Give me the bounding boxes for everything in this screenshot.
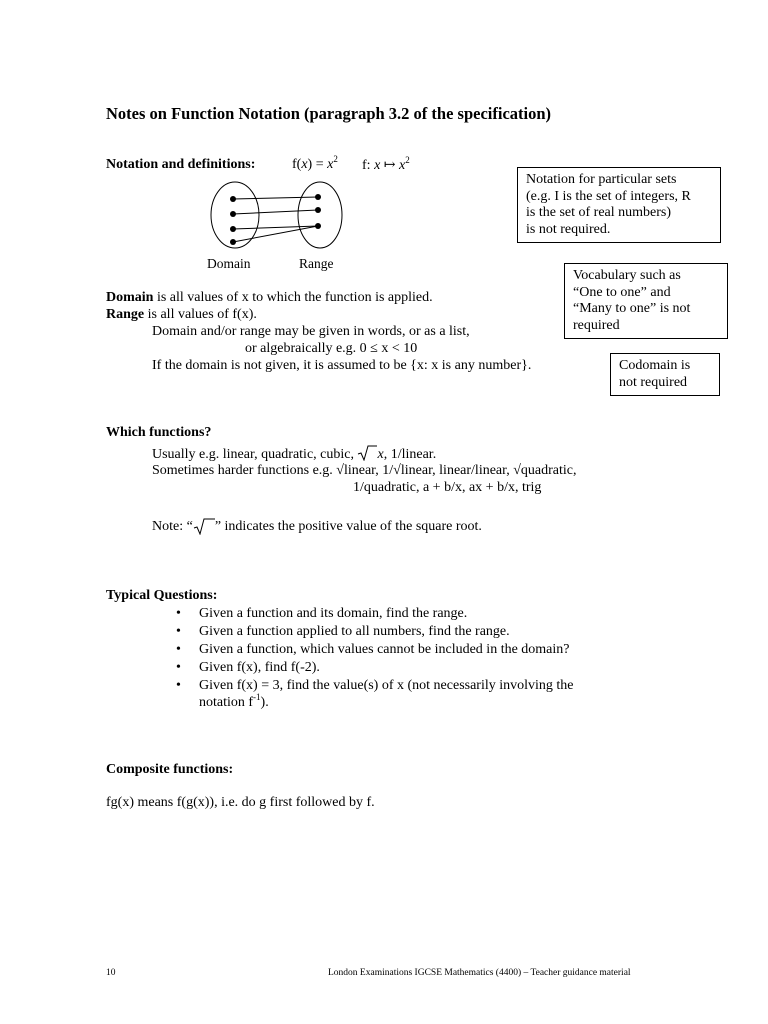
composite-heading: Composite functions: (106, 762, 234, 777)
usual-functions: Usually e.g. linear, quadratic, cubic, x, 1/linear. (152, 447, 437, 462)
formula-mapping: f: x ↦ $x^2$ (362, 155, 410, 173)
list-item: Given f(x) = 3, find the value(s) of x (not necessarily involving the (199, 678, 574, 693)
sqrt-symbol-icon (357, 445, 377, 461)
bullet-icon: • (176, 678, 181, 693)
sets-note-line: (e.g. I is the set of integers, R (526, 188, 691, 204)
bullet-icon: • (176, 660, 181, 675)
mapping-line (233, 210, 318, 214)
list-item: Given f(x), find f(-2). (199, 660, 320, 675)
notation-heading: Notation and definitions: (106, 157, 256, 172)
list-item: Given a function applied to all numbers, find the range. (199, 624, 510, 639)
bullet-icon: • (176, 606, 181, 621)
default-domain: If the domain is not given, it is assumed to be {x: x is any number}. (152, 358, 532, 373)
range-label: Range (299, 256, 334, 271)
bullet-icon: • (176, 624, 181, 639)
vocab-note-line: “Many to one” is not (573, 301, 691, 316)
codomain-note-line: Codomain is (619, 358, 691, 373)
vocab-note-line: “One to one” and (573, 284, 671, 300)
vocab-note-line: Vocabulary such as (573, 268, 681, 283)
sets-note-line: Notation for particular sets (526, 172, 677, 187)
mapping-line (233, 197, 318, 199)
footer-source: London Examinations IGCSE Mathematics (4400) – Teacher guidance material (328, 968, 631, 978)
typical-questions-heading: Typical Questions: (106, 588, 218, 603)
vocab-note-box (564, 263, 728, 339)
sqrt-note: Note: “ ” indicates the positive value of the square root. (152, 519, 482, 534)
sqrt-symbol-icon (193, 517, 215, 535)
range-ellipse (298, 182, 342, 248)
harder-functions: Sometimes harder functions e.g. √linear, 1/√linear, linear/linear, √quadratic, (152, 463, 577, 478)
list-item-continuation: notation $f^{-1}$). (199, 692, 269, 710)
domain-range-given: Domain and/or range may be given in words, or as a list, (152, 324, 470, 339)
composite-definition: fg(x) means f(g(x)), i.e. do g first followed by f. (106, 795, 375, 810)
codomain-note-box (610, 353, 720, 396)
sets-note-box (517, 167, 721, 243)
list-item: Given a function and its domain, find the range. (199, 606, 468, 621)
list-item: Given a function, which values cannot be included in the domain? (199, 642, 570, 657)
sets-note-line: is not required. (526, 221, 611, 237)
formula-fx: $f(x) = x^2$ (292, 154, 338, 172)
domain-label: Domain (207, 256, 251, 271)
which-functions-heading: Which functions? (106, 425, 212, 440)
algebraic-example: or algebraically e.g. 0 ≤ x < 10 (245, 341, 418, 356)
page-number: 10 (106, 968, 116, 978)
vocab-note-line: required (573, 317, 620, 333)
harder-functions-cont: 1/quadratic, a + b/x, ax + b/x, trig (353, 480, 542, 495)
codomain-note-line: not required (619, 374, 688, 390)
sets-note-line: is the set of real numbers) (526, 205, 672, 220)
range-definition: Range is all values of f(x). (106, 307, 257, 322)
bullet-icon: • (176, 642, 181, 657)
domain-definition: Domain is all values of x to which the function is applied. (106, 290, 433, 305)
page-title: Notes on Function Notation (paragraph 3.2 of the specification) (106, 104, 552, 123)
